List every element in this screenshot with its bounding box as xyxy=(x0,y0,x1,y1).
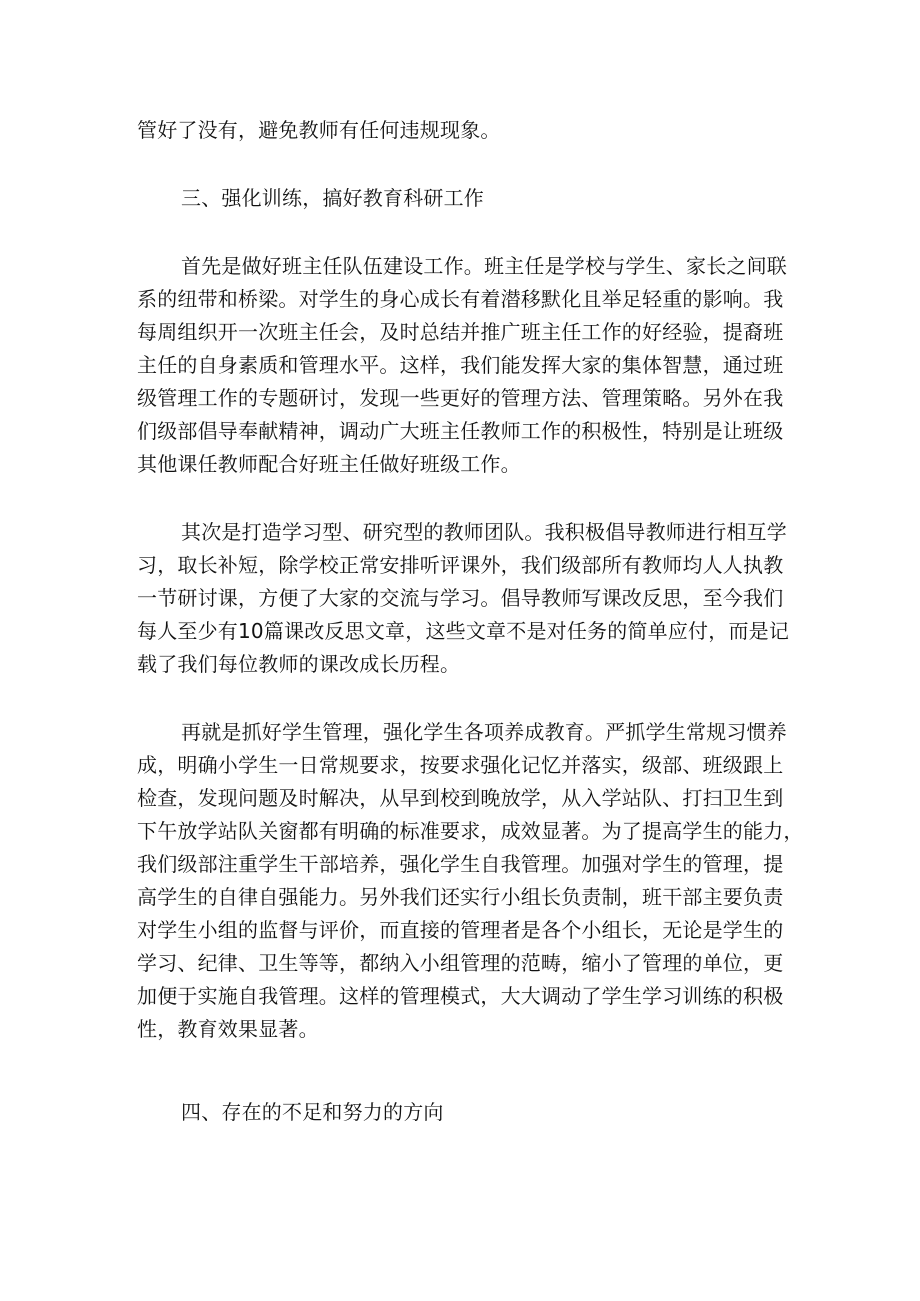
paragraph-line: 载了我们每位教师的课改成长历程。 xyxy=(137,652,461,676)
paragraph-line: 对学生小组的监督与评价，而直接的管理者是各个小组长，无论是学生的 xyxy=(137,918,784,942)
paragraph-line: 高学生的自律自强能力。另外我们还实行小组长负责制，班干部主要负责 xyxy=(137,885,784,909)
paragraph-line: 系的纽带和桥梁。对学生的身心成长有着潜移默化且举足轻重的影响。我 xyxy=(137,287,784,311)
paragraph-line: 下午放学站队关窗都有明确的标准要求，成效显著。为了提高学生的能力， xyxy=(137,819,804,843)
paragraph-line: 再就是抓好学生管理，强化学生各项养成教育。严抓学生常规习惯养 xyxy=(181,720,787,744)
paragraph-line: 学习、纪律、卫生等等，都纳入小组管理的范畴，缩小了管理的单位，更 xyxy=(137,951,784,975)
paragraph-line: 每周组织开一次班主任会，及时总结并推广班主任工作的好经验，提裔班 xyxy=(137,320,784,344)
paragraph-line: 们级部倡导奉献精神，调动广大班主任教师工作的积极性，特别是让班级 xyxy=(137,419,784,443)
paragraph-line: 加便于实施自我管理。这样的管理模式，大大调动了学生学习训练的积极 xyxy=(137,984,784,1008)
paragraph-line: 一节研讨课，方便了大家的交流与学习。倡导教师写课改反思，至今我们 xyxy=(137,586,784,610)
paragraph-line: 主任的自身素质和管理水平。这样，我们能发挥大家的集体智慧，通过班 xyxy=(137,353,784,377)
paragraph-line: 首先是做好班主任队伍建设工作。班主任是学校与学生、家长之间联 xyxy=(181,254,787,278)
paragraph-line: 管好了没有，避免教师有任何违规现象。 xyxy=(137,118,501,142)
paragraph-line: 其次是打造学习型、研究型的教师团队。我积极倡导教师进行相互学 xyxy=(181,520,787,544)
section-heading-4: 四、存在的不足和努力的方向 xyxy=(181,1100,444,1124)
paragraph-line: 习，取长补短，除学校正常安排听评课外，我们级部所有教师均人人执教 xyxy=(137,553,784,577)
paragraph-line: 其他课任教师配合好班主任做好班级工作。 xyxy=(137,452,521,476)
section-heading-3: 三、强化训练，搞好教育科研工作 xyxy=(181,186,484,210)
paragraph-line: 每人至少有10篇课改反思文章，这些文章不是对任务的简单应付，而是记 xyxy=(137,619,790,643)
paragraph-line: 性，教育效果显著。 xyxy=(137,1017,319,1041)
paragraph-line: 我们级部注重学生干部培养，强化学生自我管理。加强对学生的管理，提 xyxy=(137,852,784,876)
paragraph-line: 检查，发现问题及时解决，从早到校到晚放学，从入学站队、打扫卫生到 xyxy=(137,786,784,810)
paragraph-line: 成，明确小学生一日常规要求，按要求强化记忆并落实，级部、班级跟上 xyxy=(137,753,784,777)
paragraph-line: 级管理工作的专题研讨，发现一些更好的管理方法、管理策略。另外在我 xyxy=(137,386,784,410)
